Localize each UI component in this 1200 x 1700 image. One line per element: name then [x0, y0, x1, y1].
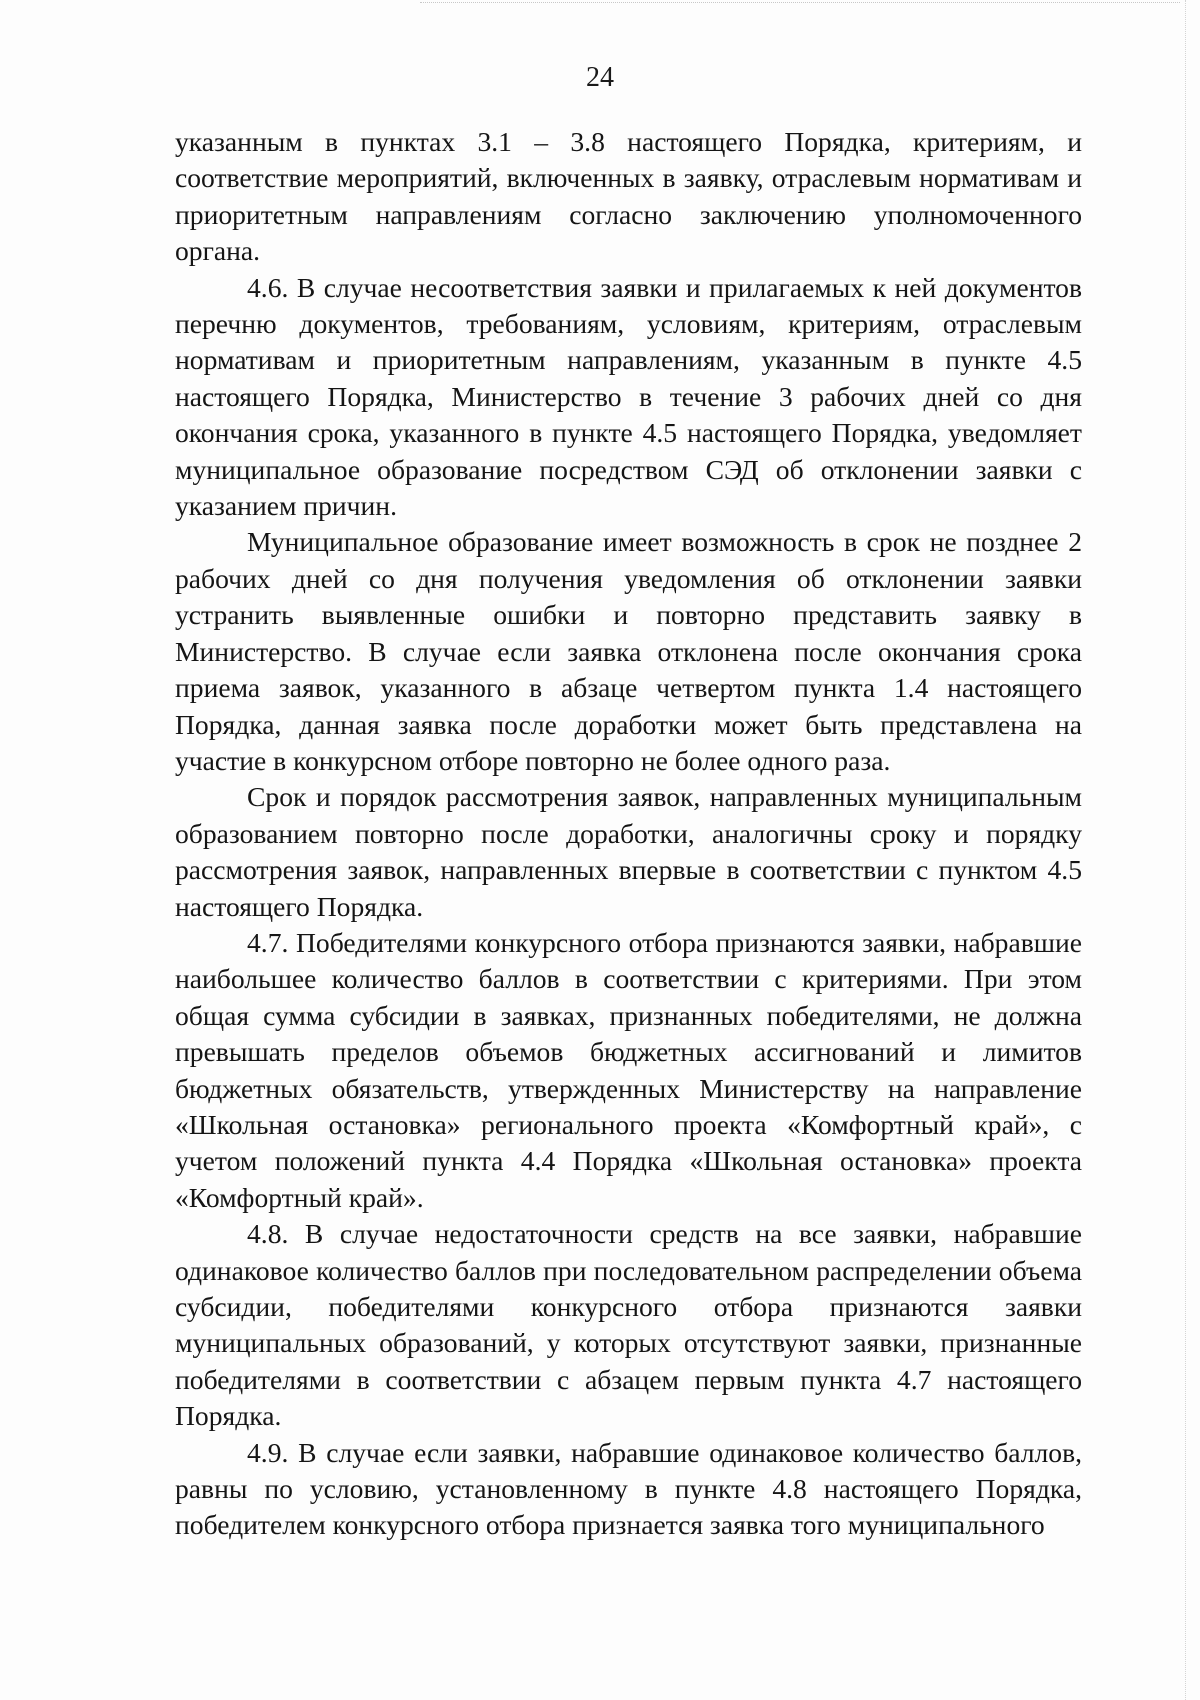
paragraph-continuation: указанным в пунктах 3.1 – 3.8 настоящего Порядка, критериям, и соответствие мероприятий, включенных в заявку, отраслевым нормативам и приоритетным направлениям согласно заключению уполномоченного органа. [175, 126, 1082, 267]
scan-edge-top [420, 2, 1180, 3]
scan-edge-right [1185, 0, 1186, 1700]
paragraph-4-6: 4.6. В случае несоответствия заявки и прилагаемых к ней документов перечню документов, требованиям, условиям, критериям, отраслевым нормативам и приоритетным направлениям, указанным в пункте 4.5 настоящего Порядка, Министерство в течение 3 рабочих дней со дня окончания срока, указанного в пункте 4.5 настоящего Порядка, уведомляет муниципальное образование посредством СЭД об отклонении заявки с указанием причин. [175, 271, 1082, 522]
paragraph-4-7: 4.7. Победителями конкурсного отбора признаются заявки, набравшие наибольшее количество баллов в соответствии с критериями. При этом общая сумма субсидии в заявках, признанных победителями, не должна превышать пределов объемов бюджетных ассигнований и лимитов бюджетных обязательств, утвержденных Министерству на направление «Школьная остановка» регионального проекта «Комфортный край», с учетом положений пункта 4.4 Порядка «Школьная остановка» проекта «Комфортный край». [175, 926, 1082, 1213]
page-number: 24 [586, 62, 614, 93]
paragraph-resubmission: Муниципальное образование имеет возможность в срок не позднее 2 рабочих дней со дня получения уведомления об отклонении заявки устранить выявленные ошибки и повторно представить заявку в Министерство. В случае если заявка отклонена после окончания срока приема заявок, указанного в абзаце четвертом пункта 1.4 настоящего Порядка, данная заявка после доработки может быть представлена на участие в конкурсном отборе повторно не более одного раза. [175, 526, 1082, 776]
document-body [175, 124, 1082, 1544]
paragraph-4-9: 4.9. В случае если заявки, набравшие одинаковое количество баллов, равны по условию, установленному в пункте 4.8 настоящего Порядка, победителем конкурсного отбора признается заявка того муниципального [175, 1436, 1082, 1541]
paragraph-review-terms: Срок и порядок рассмотрения заявок, направленных муниципальным образованием повторно после доработки, аналогичны сроку и порядку рассмотрения заявок, направленных впервые в соответствии с пунктом 4.5 настоящего Порядка. [175, 781, 1082, 922]
paragraph-4-8: 4.8. В случае недостаточности средств на все заявки, набравшие одинаковое количество баллов при последовательном распределении объема субсидии, победителями конкурсного отбора признаются заявки муниципальных образований, у которых отсутствуют заявки, признанные победителями в соответствии с абзацем первым пункта 4.7 настоящего Порядка. [175, 1218, 1082, 1432]
